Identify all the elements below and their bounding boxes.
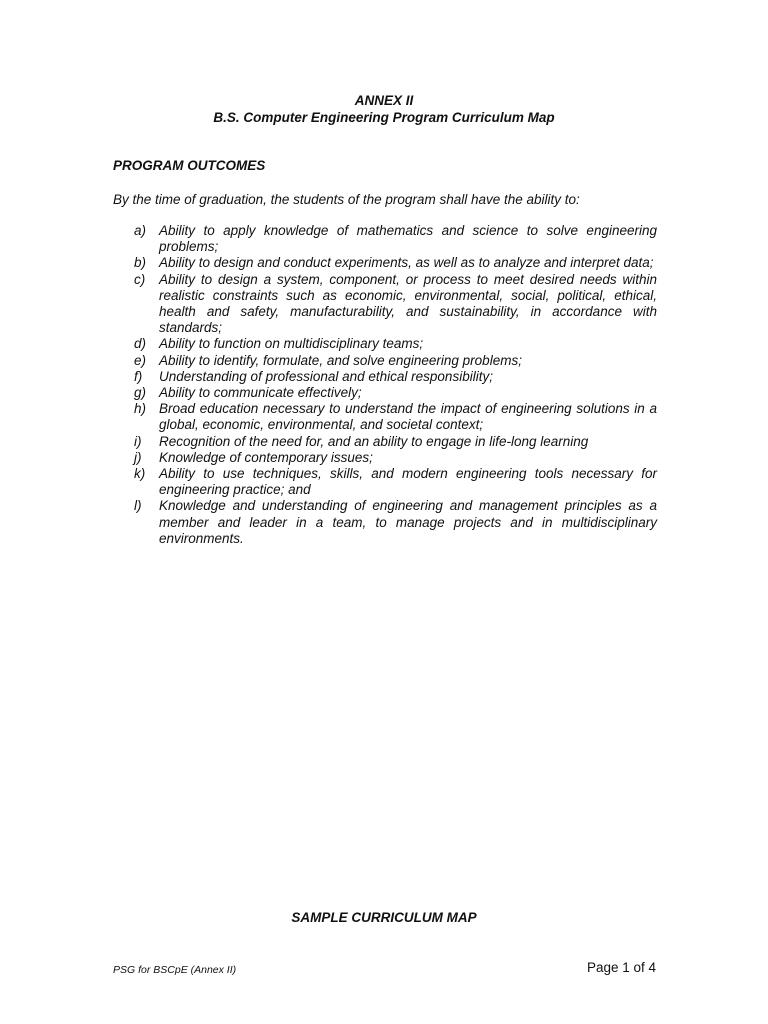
intro-text: By the time of graduation, the students of the program shall have the ability to:: [113, 192, 580, 207]
outcome-item: [134, 498, 657, 547]
footer-document-label: PSG for BSCpE (Annex II): [113, 964, 237, 976]
outcome-text: Ability to apply knowledge of mathematics and science to solve engineering problems;: [159, 223, 657, 255]
outcome-text: Ability to identify, formulate, and solve engineering problems;: [159, 352, 522, 368]
document-title: B.S. Computer Engineering Program Curriculum Map: [213, 110, 555, 125]
section-heading: PROGRAM OUTCOMES: [113, 158, 266, 173]
outcome-letter: f): [134, 368, 143, 384]
outcome-item: [134, 369, 657, 385]
outcome-letter: c): [134, 271, 146, 287]
outcome-letter: a): [134, 223, 147, 238]
outcome-text: Knowledge and understanding of engineering and management principles as a member and leader in a team, to manage projects and in multidisciplinary environments.: [159, 498, 657, 546]
outcome-letter: k): [134, 466, 146, 482]
outcome-item: [134, 255, 657, 271]
outcome-letter: e): [134, 352, 147, 368]
outcome-item: [134, 466, 657, 498]
outcome-text: Broad education necessary to understand the impact of engineering solutions in a global, economic, environmental, and societal context;: [159, 401, 657, 433]
outcome-item: [134, 223, 657, 255]
outcome-letter: h): [134, 401, 147, 417]
outcome-item: [134, 450, 657, 466]
annex-title: ANNEX II: [354, 93, 414, 108]
outcome-text: Ability to design a system, component, or process to meet desired needs within realistic constraints such as economic, environmental, social, political, ethical, health and safety, manufacturability, and sustainability, in accordance with standards;: [159, 271, 657, 336]
outcomes-list: [134, 223, 657, 547]
outcome-letter: j): [134, 449, 142, 465]
outcome-text: Knowledge of contemporary issues;: [159, 449, 373, 465]
outcome-text: Ability to use techniques, skills, and modern engineering tools necessary for engineering practice; and: [159, 466, 657, 498]
outcome-item: [134, 353, 657, 369]
outcome-text: Ability to function on multidisciplinary teams;: [159, 336, 424, 352]
page-number: Page 1 of 4: [586, 960, 656, 975]
outcome-letter: d): [134, 336, 147, 352]
outcome-item: [134, 401, 657, 433]
outcome-text: Recognition of the need for, and an ability to engage in life-long learning: [159, 433, 589, 449]
sample-curriculum-heading: SAMPLE CURRICULUM MAP: [291, 910, 477, 925]
outcome-item: [134, 272, 657, 337]
outcome-item: [134, 385, 657, 401]
outcome-text: Ability to design and conduct experiments, as well as to analyze and interpret data;: [159, 255, 654, 271]
outcome-letter: g): [134, 385, 147, 401]
outcome-item: [134, 434, 657, 450]
outcome-letter: l): [134, 498, 142, 514]
outcome-text: Understanding of professional and ethical responsibility;: [159, 368, 493, 384]
outcome-item: [134, 336, 657, 352]
outcome-text: Ability to communicate effectively;: [159, 385, 362, 401]
outcome-letter: b): [134, 255, 147, 271]
outcome-letter: i): [134, 433, 142, 449]
